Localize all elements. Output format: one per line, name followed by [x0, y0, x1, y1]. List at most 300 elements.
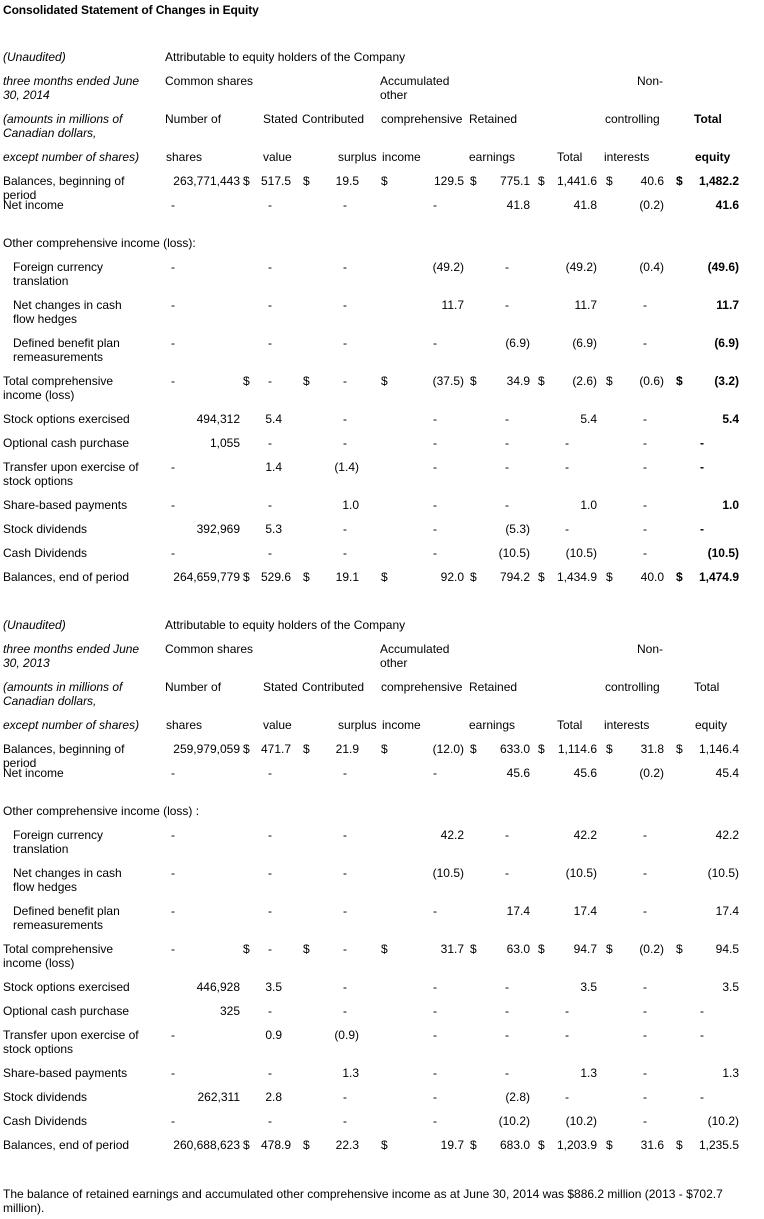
dollar-sign: $ [470, 174, 477, 188]
row-label: translation [13, 842, 69, 856]
value-cell: - [343, 1114, 347, 1128]
value-cell: - [343, 866, 347, 880]
dollar-sign: $ [676, 1138, 683, 1152]
col-header: Accumulated [380, 642, 450, 656]
value-cell: - [505, 1028, 509, 1042]
value-cell: - [643, 336, 647, 350]
value-cell: - [343, 904, 347, 918]
value-cell: 1.0 [342, 498, 359, 512]
value-cell: - [643, 866, 647, 880]
dollar-sign: $ [381, 374, 388, 388]
value-cell: 1.0 [580, 498, 597, 512]
value-cell: - [505, 828, 509, 842]
value-cell: - [433, 1114, 437, 1128]
row-label: Stock dividends [3, 1090, 88, 1104]
value-cell: 3.5 [265, 980, 282, 994]
value-cell: 494,312 [196, 412, 240, 426]
value-cell: 92.0 [440, 570, 464, 584]
row-label: translation [13, 274, 69, 288]
value-cell: - [268, 866, 272, 880]
value-cell: (10.2) [565, 1114, 597, 1128]
dollar-sign: $ [303, 174, 310, 188]
value-cell: - [171, 942, 175, 956]
value-cell: 94.7 [573, 942, 597, 956]
value-cell: 529.6 [260, 570, 291, 584]
value-cell: - [268, 942, 272, 956]
col-header: Contributed [302, 680, 365, 694]
value-cell: - [433, 546, 437, 560]
row-label: Total comprehensive [3, 942, 114, 956]
value-cell: 1.3 [722, 1066, 739, 1080]
row-label: flow hedges [13, 880, 78, 894]
value-cell: 45.6 [573, 766, 597, 780]
value-cell: - [643, 298, 647, 312]
value-cell: 633.0 [499, 742, 530, 756]
row-label: income (loss) [3, 956, 75, 970]
value-cell: - [268, 198, 272, 212]
value-cell: - [505, 980, 509, 994]
value-cell: 0.9 [265, 1028, 282, 1042]
amounts-label: Canadian dollars, [3, 126, 97, 140]
dollar-sign: $ [243, 1138, 250, 1152]
value-cell: - [343, 828, 347, 842]
value-cell: (10.5) [707, 866, 739, 880]
dollar-sign: $ [470, 1138, 477, 1152]
value-cell: 31.6 [640, 1138, 664, 1152]
common-shares-header: Common shares [165, 642, 254, 656]
col-header: Number of [165, 680, 222, 694]
value-cell: - [171, 198, 175, 212]
value-cell: 1.3 [342, 1066, 359, 1080]
value-cell: - [343, 298, 347, 312]
value-cell: - [700, 1004, 704, 1018]
value-cell: 40.0 [640, 570, 664, 584]
value-cell: - [171, 1066, 175, 1080]
row-label: Cash Dividends [3, 546, 88, 560]
value-cell: - [643, 1114, 647, 1128]
value-cell: - [268, 904, 272, 918]
col-header: shares [166, 718, 203, 732]
period-label: three months ended June [3, 74, 140, 88]
value-cell: - [433, 904, 437, 918]
col-header: equity [695, 718, 728, 732]
amounts-label: Canadian dollars, [3, 694, 97, 708]
value-cell: (1.4) [334, 460, 359, 474]
except-label: except number of shares) [3, 718, 140, 732]
attributable-header: Attributable to equity holders of the Company [165, 618, 406, 632]
value-cell: 11.7 [574, 298, 597, 312]
value-cell: - [268, 828, 272, 842]
dollar-sign: $ [606, 174, 613, 188]
footnote: The balance of retained earnings and accumulated other comprehensive income as at June 30, 2014 was $886.2 million (2013 - $702.7 million). [3, 1187, 723, 1215]
value-cell: 517.5 [260, 174, 291, 188]
value-cell: - [505, 498, 509, 512]
col-header: interests [604, 718, 650, 732]
value-cell: - [565, 522, 569, 536]
value-cell: - [433, 522, 437, 536]
value-cell: 1,434.9 [556, 570, 597, 584]
value-cell: - [643, 1066, 647, 1080]
dollar-sign: $ [538, 942, 545, 956]
value-cell: - [343, 260, 347, 274]
value-cell: - [505, 260, 509, 274]
row-label: Defined benefit plan [13, 336, 120, 350]
value-cell: - [433, 498, 437, 512]
row-label: Stock options exercised [3, 980, 130, 994]
value-cell: (2.8) [505, 1090, 530, 1104]
dollar-sign: $ [538, 374, 545, 388]
value-cell: - [565, 436, 569, 450]
col-header: surplus [338, 150, 377, 164]
value-cell: 17.4 [715, 904, 739, 918]
col-header: Retained [469, 680, 518, 694]
value-cell: 2.8 [265, 1090, 282, 1104]
value-cell: 3.5 [722, 980, 739, 994]
dollar-sign: $ [470, 942, 477, 956]
row-label: flow hedges [13, 312, 78, 326]
value-cell: 19.7 [440, 1138, 464, 1152]
dollar-sign: $ [606, 570, 613, 584]
value-cell: - [700, 1090, 704, 1104]
value-cell: - [700, 460, 704, 474]
value-cell: 3.5 [580, 980, 597, 994]
value-cell: - [505, 298, 509, 312]
col-header: Total [557, 718, 583, 732]
col-header: shares [166, 150, 203, 164]
row-label: Share-based payments [3, 498, 128, 512]
row-label: Stock dividends [3, 522, 88, 536]
value-cell: 5.4 [265, 412, 282, 426]
dollar-sign: $ [470, 742, 477, 756]
dollar-sign: $ [381, 1138, 388, 1152]
dollar-sign: $ [538, 174, 545, 188]
value-cell: - [343, 942, 347, 956]
value-cell: - [343, 546, 347, 560]
row-label: Net changes in cash [13, 298, 122, 312]
dollar-sign: $ [243, 942, 250, 956]
dollar-sign: $ [303, 742, 310, 756]
row-label: Other comprehensive income (loss) : [3, 804, 200, 818]
value-cell: 21.9 [335, 742, 359, 756]
value-cell: - [505, 866, 509, 880]
value-cell: 1,114.6 [557, 742, 597, 756]
value-cell: (5.3) [505, 522, 530, 536]
row-label: Transfer upon exercise of [3, 1028, 139, 1042]
value-cell: 5.4 [722, 412, 739, 426]
value-cell: - [643, 980, 647, 994]
value-cell: - [171, 498, 175, 512]
value-cell: - [643, 412, 647, 426]
value-cell: 1,441.6 [556, 174, 597, 188]
value-cell: (10.5) [565, 546, 597, 560]
row-label: period [3, 756, 37, 770]
row-label: Balances, beginning of [3, 174, 125, 188]
row-label: Balances, beginning of [3, 742, 125, 756]
value-cell: - [171, 460, 175, 474]
value-cell: - [343, 412, 347, 426]
value-cell: (10.5) [707, 546, 739, 560]
value-cell: 40.6 [640, 174, 664, 188]
dollar-sign: $ [676, 742, 683, 756]
value-cell: - [268, 260, 272, 274]
value-cell: - [643, 1028, 647, 1042]
attributable-header: Attributable to equity holders of the Company [165, 50, 406, 64]
row-label: Net income [3, 198, 64, 212]
value-cell: 392,969 [196, 522, 240, 536]
col-header: controlling [605, 112, 660, 126]
value-cell: (0.2) [639, 766, 664, 780]
value-cell: 1,203.9 [556, 1138, 597, 1152]
value-cell: - [700, 522, 704, 536]
dollar-sign: $ [470, 570, 477, 584]
row-label: Share-based payments [3, 1066, 128, 1080]
period-label: 30, 2013 [3, 656, 50, 670]
value-cell: (0.2) [639, 942, 664, 956]
value-cell: (6.9) [505, 336, 530, 350]
value-cell: - [171, 904, 175, 918]
value-cell: (10.5) [498, 546, 530, 560]
value-cell: - [268, 374, 272, 388]
col-header: surplus [338, 718, 377, 732]
period-label: three months ended June [3, 642, 140, 656]
value-cell: (3.2) [714, 374, 739, 388]
value-cell: 19.1 [335, 570, 359, 584]
dollar-sign: $ [538, 570, 545, 584]
col-header: equity [695, 150, 731, 164]
value-cell: - [643, 546, 647, 560]
dollar-sign: $ [243, 570, 250, 584]
value-cell: (0.6) [639, 374, 664, 388]
value-cell: (10.5) [432, 866, 464, 880]
row-label: Balances, end of period [3, 570, 130, 584]
value-cell: (6.9) [572, 336, 597, 350]
value-cell: - [268, 546, 272, 560]
value-cell: 1,235.5 [698, 1138, 739, 1152]
value-cell: - [171, 1028, 175, 1042]
value-cell: (10.2) [707, 1114, 739, 1128]
value-cell: - [433, 412, 437, 426]
value-cell: - [343, 336, 347, 350]
value-cell: 22.3 [335, 1138, 359, 1152]
value-cell: 1.0 [722, 498, 739, 512]
dollar-sign: $ [303, 1138, 310, 1152]
value-cell: - [171, 336, 175, 350]
value-cell: 1,055 [209, 436, 240, 450]
dollar-sign: $ [676, 174, 683, 188]
value-cell: - [171, 1114, 175, 1128]
value-cell: - [700, 1028, 704, 1042]
value-cell: (12.0) [432, 742, 464, 756]
col-header: Stated [263, 112, 298, 126]
value-cell: 19.5 [335, 174, 359, 188]
amounts-label: (amounts in millions of [3, 680, 123, 694]
col-header: value [263, 150, 292, 164]
value-cell: 260,688,623 [173, 1138, 240, 1152]
value-cell: 263,771,443 [173, 174, 240, 188]
dollar-sign: $ [243, 742, 250, 756]
value-cell: - [433, 460, 437, 474]
value-cell: - [171, 374, 175, 388]
row-label: Other comprehensive income (loss): [3, 236, 196, 250]
value-cell: 1,146.4 [698, 742, 739, 756]
dollar-sign: $ [606, 942, 613, 956]
value-cell: - [565, 460, 569, 474]
value-cell: - [171, 766, 175, 780]
value-cell: 325 [219, 1004, 240, 1018]
col-header: controlling [605, 680, 660, 694]
col-header: Accumulated [380, 74, 450, 88]
value-cell: - [433, 980, 437, 994]
value-cell: - [565, 1090, 569, 1104]
value-cell: 259,979,059 [173, 742, 240, 756]
value-cell: (49.2) [432, 260, 464, 274]
dollar-sign: $ [303, 570, 310, 584]
value-cell: 1,474.9 [698, 570, 739, 584]
value-cell: 264,659,779 [173, 570, 240, 584]
value-cell: - [433, 1028, 437, 1042]
value-cell: 42.2 [715, 828, 739, 842]
dollar-sign: $ [303, 942, 310, 956]
col-header: Total [694, 680, 720, 694]
col-header: Stated [263, 680, 298, 694]
row-label: income (loss) [3, 388, 75, 402]
col-header: earnings [469, 718, 516, 732]
row-label: stock options [3, 1042, 74, 1056]
value-cell: - [505, 412, 509, 426]
dollar-sign: $ [606, 1138, 613, 1152]
value-cell: - [268, 498, 272, 512]
value-cell: - [171, 866, 175, 880]
value-cell: 42.2 [573, 828, 597, 842]
value-cell: 129.5 [433, 174, 464, 188]
value-cell: - [268, 298, 272, 312]
col-header: Retained [469, 112, 518, 126]
value-cell: (0.4) [639, 260, 664, 274]
col-header: Non- [637, 74, 664, 88]
value-cell: - [343, 980, 347, 994]
value-cell: 41.8 [506, 198, 530, 212]
value-cell: - [343, 522, 347, 536]
value-cell: - [433, 1066, 437, 1080]
value-cell: - [268, 1114, 272, 1128]
col-header: interests [604, 150, 650, 164]
dollar-sign: $ [606, 742, 613, 756]
row-label: Optional cash purchase [3, 436, 130, 450]
value-cell: - [505, 460, 509, 474]
value-cell: 17.4 [506, 904, 530, 918]
unaudited-label: (Unaudited) [3, 618, 66, 632]
value-cell: 683.0 [499, 1138, 530, 1152]
value-cell: - [643, 498, 647, 512]
col-header: Non- [637, 642, 664, 656]
value-cell: - [343, 1090, 347, 1104]
dollar-sign: $ [676, 374, 683, 388]
row-label: Net changes in cash [13, 866, 122, 880]
value-cell: (49.6) [707, 260, 739, 274]
row-label: Cash Dividends [3, 1114, 88, 1128]
value-cell: - [505, 1004, 509, 1018]
col-header: Number of [165, 112, 222, 126]
row-label: Defined benefit plan [13, 904, 120, 918]
value-cell: - [268, 336, 272, 350]
value-cell: - [171, 298, 175, 312]
col-header: other [380, 88, 408, 102]
value-cell: - [643, 1004, 647, 1018]
value-cell: 63.0 [506, 942, 530, 956]
value-cell: 41.6 [715, 198, 739, 212]
value-cell: - [343, 766, 347, 780]
value-cell: 5.3 [265, 522, 282, 536]
value-cell: 11.7 [441, 298, 464, 312]
row-label: remeasurements [13, 918, 104, 932]
value-cell: - [643, 460, 647, 474]
row-label: Total comprehensive [3, 374, 114, 388]
value-cell: (10.5) [565, 866, 597, 880]
col-header: comprehensive [381, 112, 463, 126]
value-cell: 446,928 [196, 980, 240, 994]
value-cell: 262,311 [197, 1090, 240, 1104]
row-label: Optional cash purchase [3, 1004, 130, 1018]
value-cell: - [700, 436, 704, 450]
col-header: Total [557, 150, 583, 164]
col-header: income [382, 718, 421, 732]
value-cell: - [268, 766, 272, 780]
col-header: value [263, 718, 292, 732]
dollar-sign: $ [381, 174, 388, 188]
value-cell: (0.2) [639, 198, 664, 212]
value-cell: - [643, 904, 647, 918]
value-cell: 1,482.2 [698, 174, 739, 188]
row-label: Foreign currency [13, 260, 104, 274]
value-cell: - [171, 260, 175, 274]
value-cell: - [505, 436, 509, 450]
value-cell: - [433, 336, 437, 350]
dollar-sign: $ [606, 374, 613, 388]
dollar-sign: $ [538, 1138, 545, 1152]
value-cell: (10.2) [498, 1114, 530, 1128]
unaudited-label: (Unaudited) [3, 50, 66, 64]
value-cell: 31.8 [640, 742, 664, 756]
col-header: Total [694, 112, 722, 126]
value-cell: 478.9 [260, 1138, 291, 1152]
value-cell: 11.7 [716, 298, 739, 312]
amounts-label: (amounts in millions of [3, 112, 123, 126]
row-label: remeasurements [13, 350, 104, 364]
col-header: earnings [469, 150, 516, 164]
value-cell: - [433, 1004, 437, 1018]
value-cell: (6.9) [714, 336, 739, 350]
value-cell: - [643, 522, 647, 536]
value-cell: 94.5 [715, 942, 739, 956]
value-cell: 31.7 [440, 942, 464, 956]
value-cell: 34.9 [506, 374, 530, 388]
period-label: 30, 2014 [3, 88, 50, 102]
value-cell: - [268, 436, 272, 450]
dollar-sign: $ [303, 374, 310, 388]
row-label: Transfer upon exercise of [3, 460, 139, 474]
dollar-sign: $ [243, 174, 250, 188]
col-header: comprehensive [381, 680, 463, 694]
dollar-sign: $ [676, 942, 683, 956]
dollar-sign: $ [381, 942, 388, 956]
value-cell: - [505, 1066, 509, 1080]
value-cell: - [268, 1066, 272, 1080]
value-cell: - [643, 436, 647, 450]
value-cell: 45.4 [715, 766, 739, 780]
value-cell: - [171, 546, 175, 560]
value-cell: 794.2 [499, 570, 530, 584]
value-cell: (49.2) [565, 260, 597, 274]
